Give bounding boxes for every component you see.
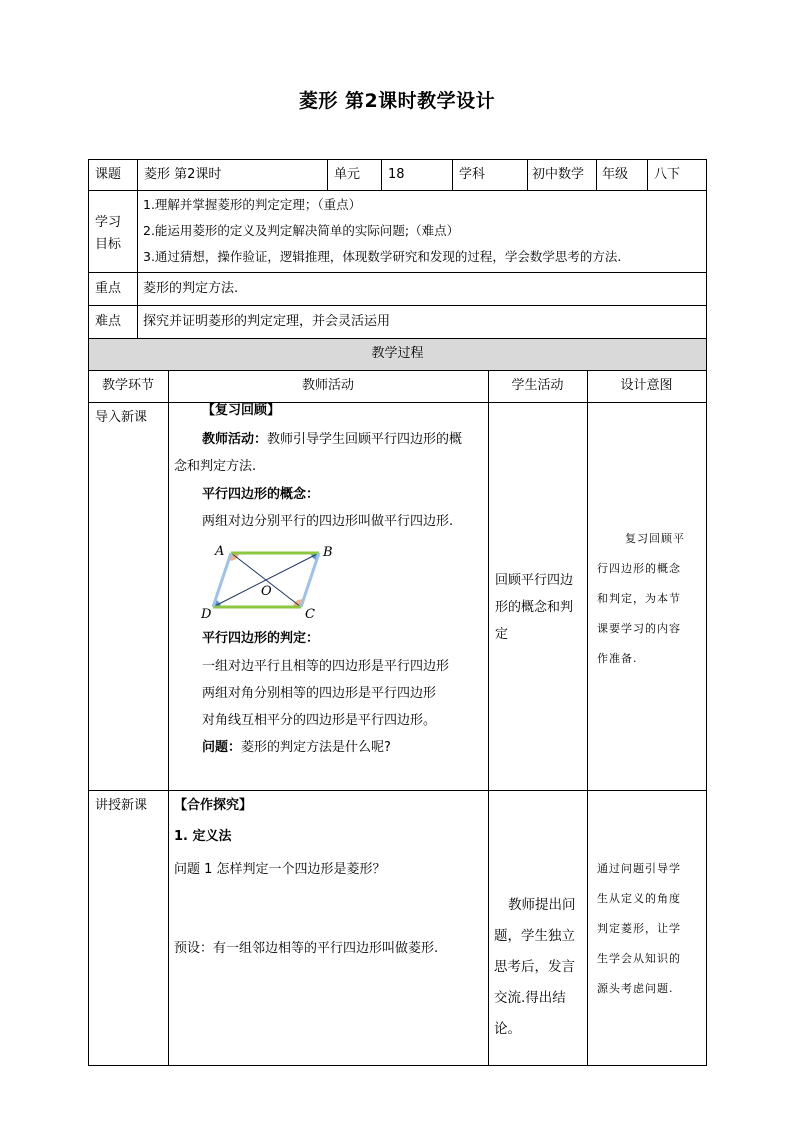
objective-item: 1.理解并掌握菱形的判定定理；（重点） [143,197,362,212]
parallelogram-figure [198,538,333,620]
concept-text: 两组对边分别平行的四边形叫做平行四边形. [202,514,454,529]
label-c: C [305,607,315,620]
concept-title: 平行四边形的概念： [202,487,320,502]
objectives-label-line2: 目标 [95,237,122,252]
preset-answer: 预设：有一组邻边相等的平行四边形叫做菱形. [174,941,439,956]
objectives-label [95,212,121,256]
intent-line: 作准备. [597,652,638,665]
judge-item: 对角线互相平分的四边形是平行四边形。 [202,713,437,728]
objectives-label-line1: 学习 [95,215,122,230]
student-line: 论。 [494,1021,521,1037]
activity-label: 教师活动： [202,432,268,447]
unit-value: 18 [388,167,405,182]
col-header-stage: 教学环节 [101,378,154,393]
intent-line: 课要学习的内容 [597,622,681,635]
student-activity-2 [494,890,576,1045]
key-point-label: 重点 [95,281,122,296]
topic-value: 菱形 第2课时 [144,167,222,182]
objectives-list [143,192,621,270]
label-d: D [201,607,212,620]
design-intent-2 [597,854,703,1004]
unit-label: 单元 [334,167,361,182]
col-header-student: 学生活动 [511,378,564,393]
intent-line: 行四边形的概念 [597,562,681,575]
intent-line: 生学会从知识的 [597,952,681,965]
student-line: 教师提出问 [508,897,576,913]
intent-line: 生从定义的角度 [597,892,681,905]
key-point-value: 菱形的判定方法. [143,281,239,296]
student-line: 思考后，发言 [494,959,575,975]
subject-value: 初中数学 [532,167,585,182]
stage-teaching: 讲授新课 [95,798,148,813]
objective-item: 2.能运用菱形的定义及判定解决简单的实际问题;（难点） [143,223,460,238]
question-line [202,734,391,761]
intent-line: 复习回顾平 [625,532,685,545]
label-b: B [323,545,333,560]
stage-intro: 导入新课 [95,410,148,425]
question-1: 问题 1 怎样判定一个四边形是菱形？ [174,862,386,877]
judge-item: 两组对角分别相等的四边形是平行四边形 [202,686,437,701]
judge-item: 一组对边平行且相等的四边形是平行四边形 [202,659,450,674]
label-o: O [261,584,272,599]
intent-line: 通过问题引导学 [597,862,681,875]
student-line: 定 [495,627,509,642]
student-line: 题，学生独立 [494,928,575,944]
grade-value: 八下 [654,167,681,182]
topic-label: 课题 [95,167,122,182]
student-line: 回顾平行四边 [495,573,574,588]
judge-title: 平行四边形的判定： [202,631,320,646]
activity-text: 教师引导学生回顾平行四边形的概 [267,432,463,447]
document-title: 菱形 第2课时教学设计 [298,90,496,112]
question-label: 问题： [202,740,242,755]
subject-label: 学科 [459,167,486,182]
student-line: 交流.得出结 [494,990,566,1006]
intent-line: 源头考虑问题. [597,982,674,995]
intent-line: 判定菱形，让学 [597,922,681,935]
student-line: 形的概念和判 [495,600,574,615]
review-title: 【复习回顾】 [202,403,281,418]
process-title: 教学过程 [371,346,424,361]
difficulty-label: 难点 [95,314,122,329]
teacher-activity-line2: 念和判定方法. [174,459,257,474]
difficulty-value: 探究并证明菱形的判定定理，并会灵活运用 [143,314,391,329]
coop-title: 【合作探究】 [174,798,253,813]
method-title: 1. 定义法 [174,829,232,844]
design-intent-1 [597,524,701,674]
question-text: 菱形的判定方法是什么呢? [241,740,391,755]
student-activity-1 [495,567,573,648]
objective-item: 3.通过猜想，操作验证，逻辑推理，体现数学研究和发现的过程，学会数学思考的方法. [143,249,622,264]
col-header-intent: 设计意图 [620,378,673,393]
label-a: A [215,544,225,559]
col-header-teacher: 教师活动 [301,378,354,393]
teacher-activity-line1 [202,426,462,453]
grade-label: 年级 [602,167,629,182]
intent-line: 和判定，为本节 [597,592,681,605]
